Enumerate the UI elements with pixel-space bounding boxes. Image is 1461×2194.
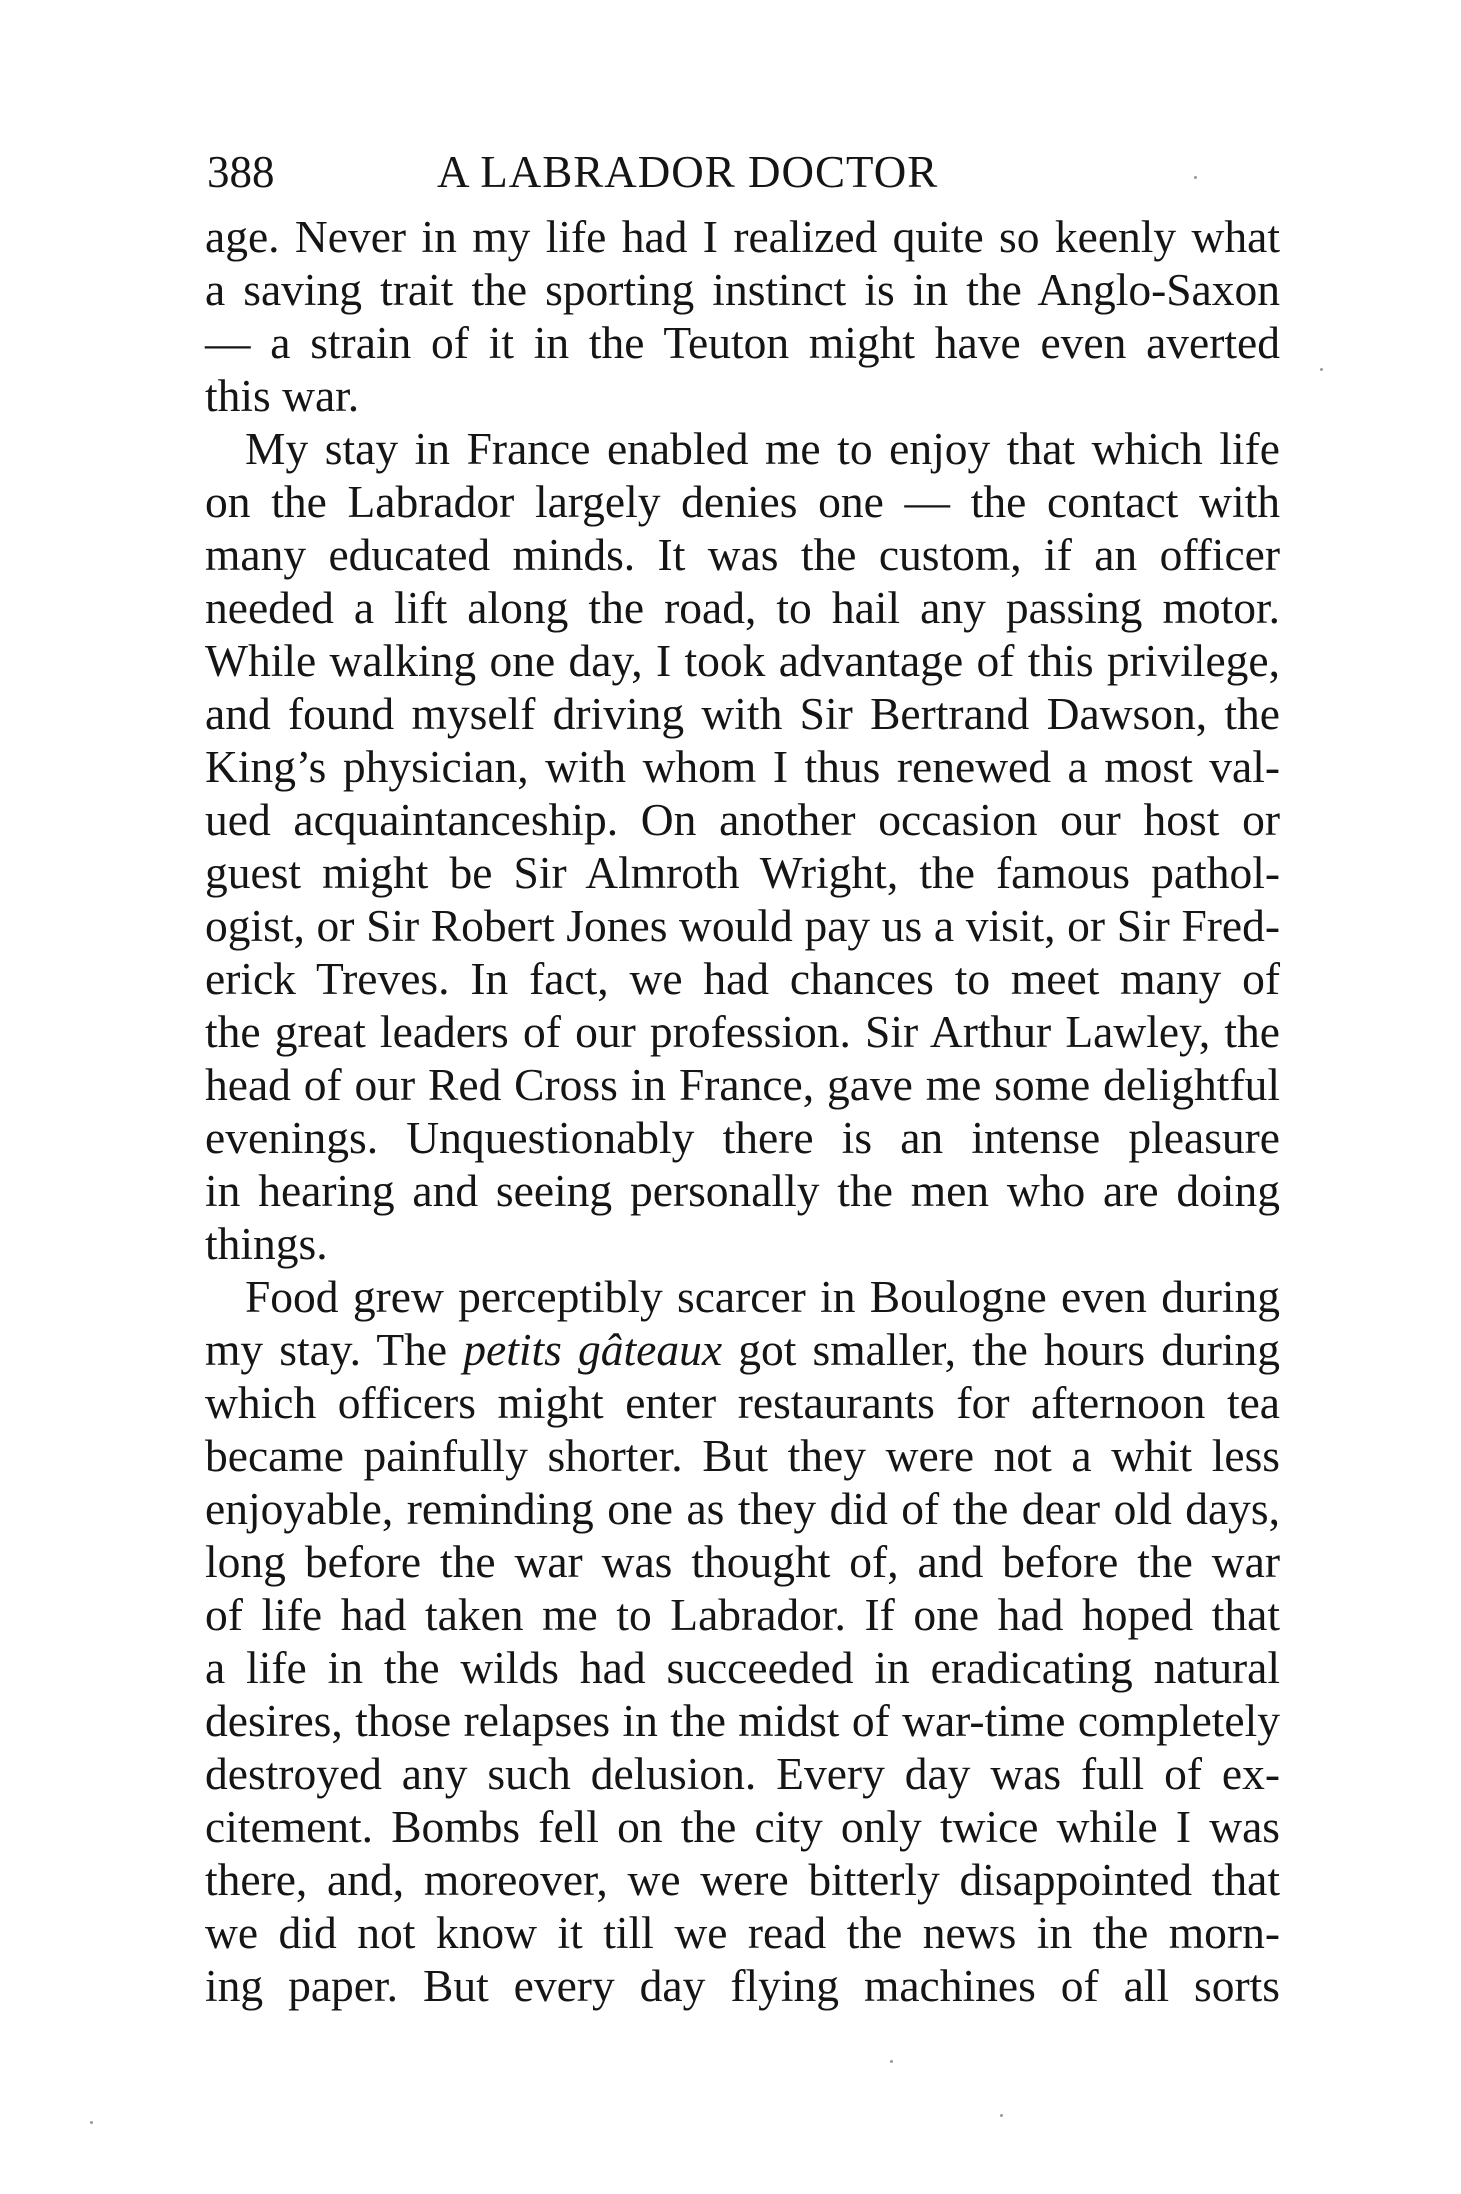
italic-phrase: petits gâteaux bbox=[463, 1324, 723, 1375]
scan-speck bbox=[1320, 368, 1323, 371]
text-line: — a strain of it in the Teuton might have even averted bbox=[205, 317, 1280, 368]
text-line: a saving trait the sporting instinct is in the Anglo-Saxon bbox=[205, 264, 1280, 315]
text-line: ued acquaintanceship. On another occasion our host or bbox=[205, 794, 1280, 845]
scan-speck bbox=[90, 2121, 93, 2124]
text-line: there, and, moreover, we were bitterly disappointed that bbox=[205, 1854, 1280, 1905]
text-line: desires, those relapses in the midst of war-time completely bbox=[205, 1695, 1280, 1746]
text-line: long before the war was thought of, and before the war bbox=[205, 1536, 1280, 1587]
text-line: my stay. The petits gâteaux got smaller, the hours during bbox=[205, 1324, 1281, 1375]
text-line: this war. bbox=[205, 370, 360, 421]
text-line: many educated minds. It was the custom, if an officer bbox=[205, 529, 1280, 580]
text-line: and found myself driving with Sir Bertrand Dawson, the bbox=[205, 688, 1280, 739]
text-line: While walking one day, I took advantage of this privilege, bbox=[205, 635, 1280, 686]
scan-speck bbox=[890, 2060, 893, 2063]
text-line: which officers might enter restaurants for afternoon tea bbox=[205, 1377, 1280, 1428]
text-line: evenings. Unquestionably there is an intense pleasure bbox=[205, 1112, 1280, 1163]
text-line: in hearing and seeing personally the men who are doing bbox=[205, 1165, 1280, 1216]
text-line: ing paper. But every day flying machines of all sorts bbox=[205, 1960, 1280, 2011]
text-line: we did not know it till we read the news in the morn- bbox=[205, 1907, 1280, 1958]
text-line: age. Never in my life had I realized quite so keenly what bbox=[205, 211, 1280, 262]
body-text bbox=[205, 210, 1280, 2012]
running-title: A LABRADOR DOCTOR bbox=[437, 147, 939, 197]
scan-speck bbox=[1000, 2114, 1003, 2117]
text-line: My stay in France enabled me to enjoy that which life bbox=[245, 423, 1280, 474]
text-line: of life had taken me to Labrador. If one had hoped that bbox=[205, 1589, 1280, 1640]
text-line: destroyed any such delusion. Every day was full of ex- bbox=[205, 1748, 1280, 1799]
text-line: the great leaders of our profession. Sir Arthur Lawley, the bbox=[205, 1006, 1280, 1057]
text-line: things. bbox=[205, 1218, 328, 1269]
text-line: on the Labrador largely denies one — the contact with bbox=[205, 476, 1280, 527]
text-line: enjoyable, reminding one as they did of the dear old days, bbox=[205, 1483, 1280, 1534]
text-line: head of our Red Cross in France, gave me some delightful bbox=[205, 1059, 1280, 1110]
text-line: needed a lift along the road, to hail any passing motor. bbox=[205, 582, 1280, 633]
text-line: a life in the wilds had succeeded in eradicating natural bbox=[205, 1642, 1280, 1693]
running-header bbox=[207, 142, 1282, 202]
text-line: ogist, or Sir Robert Jones would pay us a visit, or Sir Fred- bbox=[205, 900, 1280, 951]
text-line: guest might be Sir Almroth Wright, the famous pathol- bbox=[205, 847, 1280, 898]
page-number: 388 bbox=[207, 147, 275, 197]
text-line: became painfully shorter. But they were not a whit less bbox=[205, 1430, 1280, 1481]
text-line: King’s physician, with whom I thus renewed a most val- bbox=[205, 741, 1280, 792]
text-line: citement. Bombs fell on the city only twice while I was bbox=[205, 1801, 1280, 1852]
text-line: erick Treves. In fact, we had chances to meet many of bbox=[205, 953, 1280, 1004]
text-line: Food grew perceptibly scarcer in Boulogne even during bbox=[245, 1271, 1280, 1322]
scan-speck bbox=[1194, 176, 1197, 179]
